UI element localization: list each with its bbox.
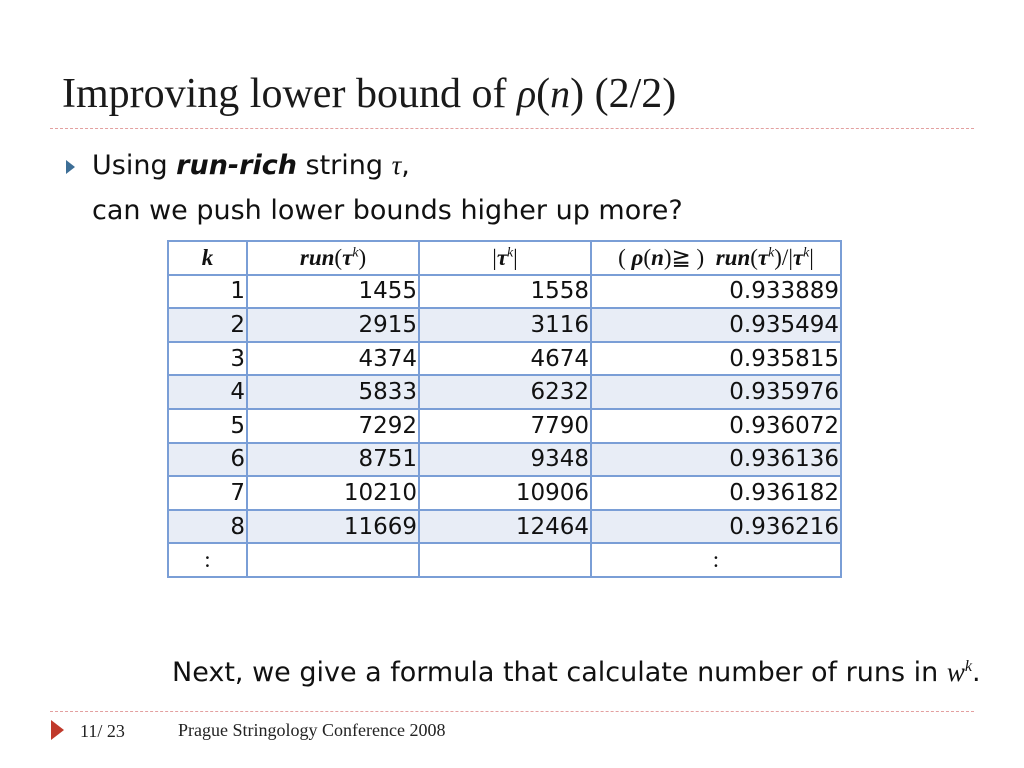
header-run: $run(\tau^k)$ [247, 241, 419, 275]
title-divider [50, 128, 974, 129]
table-row: 4 5833 6232 0.935976 [168, 375, 841, 409]
footer-arrow-icon [51, 720, 64, 740]
table-row: 3 4374 4674 0.935815 [168, 342, 841, 376]
footer-divider [50, 711, 974, 712]
runs-table [167, 240, 842, 578]
table-row: 2 2915 3116 0.935494 [168, 308, 841, 342]
header-ratio: ( ρ(n)≧ ) $run(\tau^k)/|\tau^k|$ [591, 241, 841, 275]
header-k: k [168, 241, 247, 275]
table-row: 8 11669 12464 0.936216 [168, 510, 841, 544]
header-length: $|\tau^k|$ [419, 241, 591, 275]
bullet-arrow-icon [66, 160, 75, 174]
bullet-line-1: Using run-rich string τ, [92, 150, 410, 181]
slide-title: Improving lower bound of ρ(n) (2/2) [62, 71, 677, 117]
table-row: 7 10210 10906 0.936182 [168, 476, 841, 510]
table-row: 5 7292 7790 0.936072 [168, 409, 841, 443]
conference-name: Prague Stringology Conference 2008 [178, 720, 446, 740]
next-statement: Next, we give a formula that calculate number of runs in $w^k$. [172, 657, 981, 688]
bullet-line-2: can we push lower bounds higher up more? [92, 195, 683, 226]
table-ellipsis-row: : : [168, 543, 841, 577]
table-header-row [168, 241, 841, 275]
table-row: 1 1455 1558 0.933889 [168, 275, 841, 309]
page-number: 11/ 23 [80, 721, 125, 741]
table-row: 6 8751 9348 0.936136 [168, 443, 841, 477]
